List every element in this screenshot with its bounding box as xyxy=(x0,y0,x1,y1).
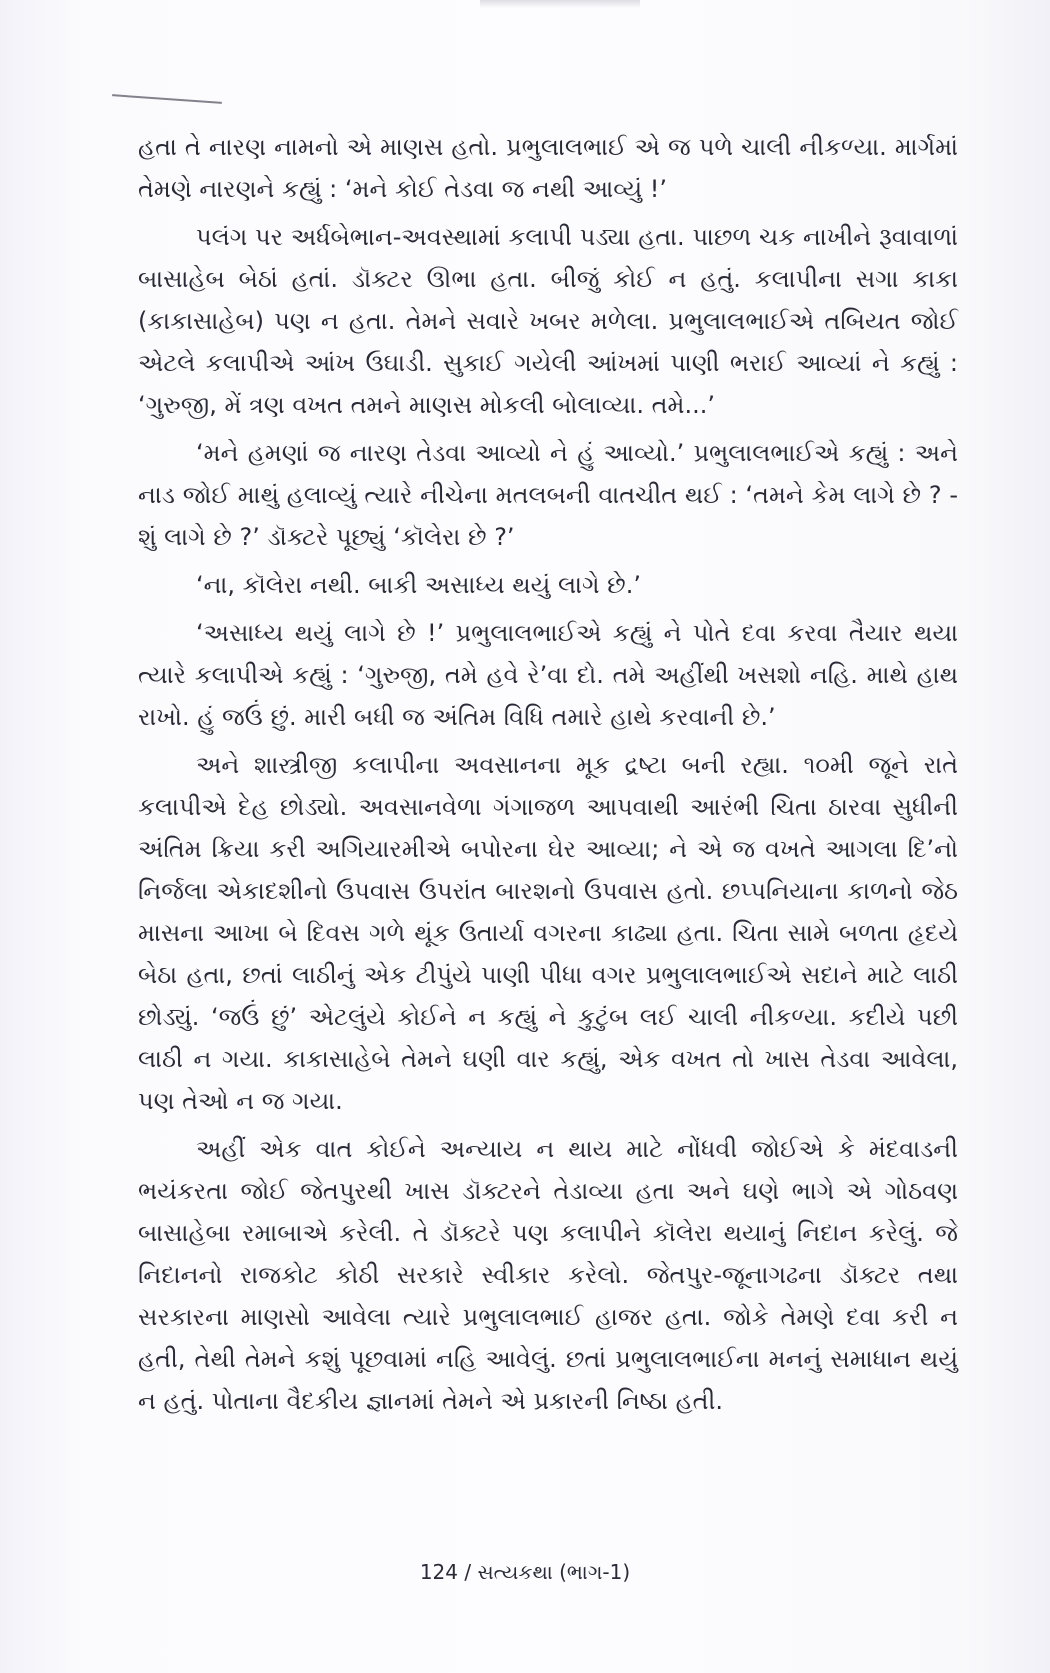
paragraph-4: ‘ના, કૉલેરા નથી. બાકી અસાધ્ય થયું લાગે છે.’ xyxy=(196,571,641,599)
page-footer: 124 / સત્યકથા (ભાગ-1) xyxy=(419,1560,631,1584)
page-body-text xyxy=(138,126,958,1428)
page-top-shadow xyxy=(480,0,640,8)
paragraph-2: પલંગ પર અર્ધબેભાન-અવસ્થામાં કલાપી પડ્યા હતા. પાછળ ચક નાખીને રૂવાવાળાં બાસાહેબ બેઠાં હતાં. ડૉક્ટર ઊભા હતા. બીજું કોઈ ન હતું. કલાપીના સગા કાકા (કાકાસાહેબ) પણ ન હતા. તેમને સવારે ખબર મળેલા. પ્રભુલાલભાઈએ તબિયત જોઈ એટલે કલાપીએ આંખ ઉઘાડી. સુકાઈ ગયેલી આંખમાં પાણી ભરાઈ આવ્યાં ને કહ્યું : ‘ગુરુજી, મેં ત્રણ વખત તમને માણસ મોકલી બોલાવ્યા. તમે...’ xyxy=(138,223,958,419)
paragraph-1: હતા તે નારણ નામનો એ માણસ હતો. પ્રભુલાલભાઈ એ જ પળે ચાલી નીકળ્યા. માર્ગમાં તેમણે નારણને કહ્યું : ‘મને કોઈ તેડવા જ નથી આવ્યું !’ xyxy=(138,133,958,203)
paragraph-3: ‘મને હમણાં જ નારણ તેડવા આવ્યો ને હું આવ્યો.’ પ્રભુલાલભાઈએ કહ્યું : અને નાડ જોઈ માથું હલાવ્યું ત્યારે નીચેના મતલબની વાતચીત થઈ : ‘તમને કેમ લાગે છે ? - શું લાગે છે ?’ ડૉક્ટરે પૂછ્યું ‘કૉલેરા છે ?’ xyxy=(138,439,958,551)
paragraph-5: ‘અસાધ્ય થયું લાગે છે !’ પ્રભુલાલભાઈએ કહ્યું ને પોતે દવા કરવા તૈયાર થયા ત્યારે કલાપીએ કહ્યું : ‘ગુરુજી, તમે હવે રે’વા દો. તમે અહીંથી ખસશો નહિ. માથે હાથ રાખો. હું જઉં છું. મારી બધી જ અંતિમ વિધિ તમારે હાથે કરવાની છે.’ xyxy=(138,619,958,731)
paragraph-7: અહીં એક વાત કોઈને અન્યાય ન થાય માટે નોંધવી જોઈએ કે મંદવાડની ભયંકરતા જોઈ જેતપુરથી ખાસ ડૉક્ટરને તેડાવ્યા હતા અને ઘણે ભાગે એ ગોઠવણ બાસાહેબા રમાબાએ કરેલી. તે ડૉક્ટરે પણ કલાપીને કૉલેરા થયાનું નિદાન કરેલું. જે નિદાનનો રાજકોટ કોઠી સરકારે સ્વીકાર કરેલો. જેતપુર-જૂનાગઢના ડૉક્ટર તથા સરકારના માણસો આવેલા ત્યારે પ્રભુલાલભાઈ હાજર હતા. જોકે તેમણે દવા કરી ન હતી, તેથી તેમને કશું પૂછવામાં નહિ આવેલું. છતાં પ્રભુલાલભાઈના મનનું સમાધાન થયું ન હતું. પોતાના વૈદકીય જ્ઞાનમાં તેમને એ પ્રકારની નિષ્ઠા હતી. xyxy=(138,1135,958,1415)
pencil-mark xyxy=(112,94,222,104)
paragraph-6: અને શાસ્ત્રીજી કલાપીના અવસાનના મૂક દ્રષ્ટા બની રહ્યા. ૧૦મી જૂને રાતે કલાપીએ દેહ છોડ્યો. અવસાનવેળા ગંગાજળ આપવાથી આરંભી ચિતા ઠારવા સુધીની અંતિમ ક્રિયા કરી અગિયારમીએ બપોરના ઘેર આવ્યા; ને એ જ વખતે આગલા દિ’નો નિર્જલા એકાદશીનો ઉપવાસ ઉપરાંત બારશનો ઉપવાસ હતો. છપ્પનિયાના કાળનો જેઠ માસના આખા બે દિવસ ગળે થૂંક ઉતાર્યા વગરના કાઢ્યા હતા. ચિતા સામે બળતા હૃદયે બેઠા હતા, છતાં લાઠીનું એક ટીપુંયે પાણી પીધા વગર પ્રભુલાલભાઈએ સદાને માટે લાઠી છોડ્યું. ‘જઉં છું’ એટલુંયે કોઈને ન કહ્યું ને કુટુંબ લઈ ચાલી નીકળ્યા. કદીયે પછી લાઠી ન ગયા. કાકાસાહેબે તેમને ઘણી વાર કહ્યું, એક વખત તો ખાસ તેડવા આવેલા, પણ તેઓ ન જ ગયા. xyxy=(138,751,958,1115)
